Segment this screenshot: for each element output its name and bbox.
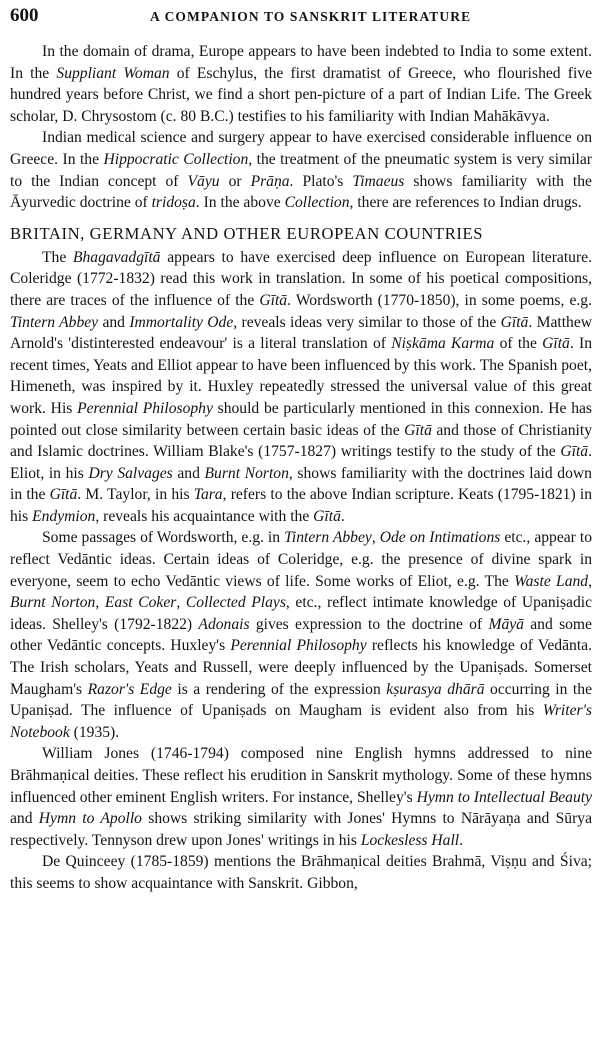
page-header: [10, 5, 592, 31]
italic-title: East Coker: [104, 594, 177, 612]
text-run: De Quinceey (1785-1859) mentions the Brāhmaṇical deities Brahmā, Viṣṇu and Śiva; this seems to show acquaintance with Sanskrit. Gibbon,: [10, 853, 592, 892]
text-run: . In the above: [195, 194, 285, 212]
paragraph: [10, 127, 592, 213]
text-run: and those of Christianity and Islamic doctrines. William Blake's (1757-1827) writings testify to the study of the: [10, 421, 592, 461]
text-run: . Matthew Arnold's 'distinterested endeavour' is a literal translation of: [10, 313, 593, 353]
text-run: . Plato's: [289, 172, 353, 190]
text-run: . In recent times, Yeats and Elliot appear to have been influenced by this work. The Spanish poet, Himeneth, was inspired by it. Huxley repeatedly stressed the universal value of this great work. His: [10, 335, 592, 417]
text-run: . M. Taylor, in his: [77, 486, 194, 504]
italic-title: kṣurasya dhārā: [386, 680, 485, 698]
italic-title: Suppliant Woman: [56, 64, 170, 82]
italic-title: Bhagavadgītā: [72, 248, 161, 266]
text-run: , shows familiarity with the doctrines laid down in the: [10, 464, 592, 504]
paragraph: [10, 247, 592, 528]
italic-title: Prāṇa: [250, 172, 290, 190]
text-run: , reveals his acquaintance with the: [95, 507, 314, 525]
italic-title: Vāyu: [187, 172, 220, 190]
text-run: appears to have exercised deep influence on European literature. Coleridge (1772-1832) read this work in translation. In some of his poetical compositions, there are traces of the influence of the: [10, 248, 592, 309]
italic-title: Tintern Abbey: [284, 529, 372, 547]
body-text: [10, 41, 592, 895]
text-run: In the domain of drama, Europe appears to have been indebted to India to some extent. In the: [10, 43, 592, 82]
italic-title: Razor's Edge: [87, 680, 172, 698]
text-run: and: [98, 313, 130, 331]
text-run: The: [42, 248, 73, 266]
text-run: ,: [371, 529, 380, 547]
paragraph: [10, 527, 592, 743]
text-run: , refers to the above Indian scripture. Keats (1795-1821) in his: [10, 486, 592, 525]
text-run: and: [10, 810, 39, 828]
text-run: or: [219, 172, 251, 190]
italic-title: Collection: [284, 194, 350, 212]
text-run: of the: [494, 335, 543, 353]
text-run: shows familiarity with the Āyurvedic doctrine of: [10, 172, 592, 212]
text-run: , etc., reflect intimate knowledge of Upaniṣadic ideas. Shelley's (1792-1822): [10, 594, 593, 633]
paragraph: [10, 851, 592, 894]
italic-title: Gītā: [500, 313, 529, 331]
paragraph: [10, 743, 592, 851]
text-run: is a rendering of the expression: [171, 680, 387, 698]
text-run: ,: [588, 572, 592, 590]
italic-title: Gītā: [560, 443, 589, 461]
italic-title: Hymn to Apollo: [38, 810, 142, 828]
italic-title: Burnt Norton: [10, 594, 96, 612]
italic-title: Burnt Norton: [204, 464, 289, 482]
italic-title: tridoṣa: [151, 194, 196, 212]
text-run: .: [459, 831, 464, 849]
text-run: ,: [176, 594, 186, 612]
text-run: . Wordsworth (1770-1850), in some poems, e.g.: [287, 291, 592, 309]
text-run: and: [172, 464, 205, 482]
italic-title: Tintern Abbey: [10, 313, 99, 331]
text-run: , reveals ideas very similar to those of the: [233, 313, 501, 331]
italic-title: Gītā: [49, 486, 78, 504]
text-run: .: [340, 507, 345, 525]
italic-title: Perennial Philosophy: [77, 399, 213, 417]
text-run: ,: [95, 594, 105, 612]
text-run: occurring in the Upaniṣad. The influence of Upaniṣads on Maugham is evident also from his: [10, 680, 592, 720]
italic-title: Lockesless Hall: [360, 831, 460, 849]
italic-title: Dry Salvages: [88, 464, 173, 482]
italic-title: Gītā: [404, 421, 432, 439]
italic-title: Hymn to Intellectual Beauty: [416, 788, 593, 806]
italic-title: Ode on Intimations: [379, 529, 501, 547]
italic-title: Hippocratic Collection: [103, 150, 249, 168]
text-run: should be particularly mentioned in this connexion. He has pointed out close similarity between certain basic ideas of the: [10, 399, 592, 439]
text-run: etc., appear to reflect Vedāntic ideas. Certain ideas of Coleridge, e.g. the presence of divine spark in everyone, seem to echo Vedāntic views of life. Some works of Eliot, e.g. The: [10, 529, 593, 590]
text-run: William Jones (1746-1794) composed nine English hymns addressed to nine Brāhmaṇical deities. These reflect his erudition in Sanskrit mythology. Some of these hymns influenced other eminent English writers. For instance, Shelley's: [10, 745, 592, 806]
italic-title: Endymion: [32, 507, 96, 525]
italic-title: Waste Land: [514, 572, 589, 590]
italic-title: Collected Plays: [185, 594, 286, 612]
paragraph: [10, 41, 592, 127]
italic-title: Immortality Ode: [129, 313, 234, 331]
italic-title: Perennial Philosophy: [230, 637, 367, 655]
text-run: shows striking similarity with Jones' Hymns to Nārāyaṇa and Sūrya respectively. Tennyson drew upon Jones' writings in his: [10, 810, 592, 849]
italic-title: Writer's Notebook: [10, 702, 592, 741]
text-run: , the treatment of the pneumatic system is very similar to the Indian concept of: [10, 150, 592, 190]
italic-title: Gītā: [313, 507, 341, 525]
text-run: Indian medical science and surgery appear to have exercised considerable influence on Greece. In the: [10, 129, 592, 168]
text-run: , there are references to Indian drugs.: [349, 194, 582, 212]
text-run: gives expression to the doctrine of: [249, 615, 489, 633]
text-run: reflects his knowledge of Vedānta. The Irish scholars, Yeats and Russell, were deeply influenced by the Upaniṣads. Somerset Maugham's: [10, 637, 592, 698]
italic-title: Timaeus: [352, 172, 405, 190]
text-run: Some passages of Wordsworth, e.g. in: [42, 529, 285, 547]
text-run: of Eschylus, the first dramatist of Greece, who flourished five hundred years before Christ, we find a short pen-picture of a part of Indian Life. The Greek scholar, D. Chrysostom (c. 80 B.C.) testifies to his familiarity with Indian Mahākāvya.: [10, 64, 593, 125]
italic-title: Gītā: [259, 291, 288, 309]
italic-title: Māyā: [488, 615, 524, 633]
italic-title: Tara: [193, 486, 223, 504]
section-heading: BRITAIN, GERMANY AND OTHER EUROPEAN COUNTRIES: [10, 223, 484, 243]
running-title: A COMPANION TO SANSKRIT LITERATURE: [150, 9, 472, 24]
italic-title: Niṣkāma Karma: [391, 335, 495, 353]
page-number: 600: [10, 5, 39, 26]
italic-title: Gītā: [542, 335, 570, 353]
italic-title: Adonais: [198, 615, 250, 633]
text-run: . Eliot, in his: [10, 443, 592, 482]
text-run: and some other Vedāntic concepts. Huxley's: [10, 615, 592, 655]
text-run: (1935).: [69, 723, 120, 741]
